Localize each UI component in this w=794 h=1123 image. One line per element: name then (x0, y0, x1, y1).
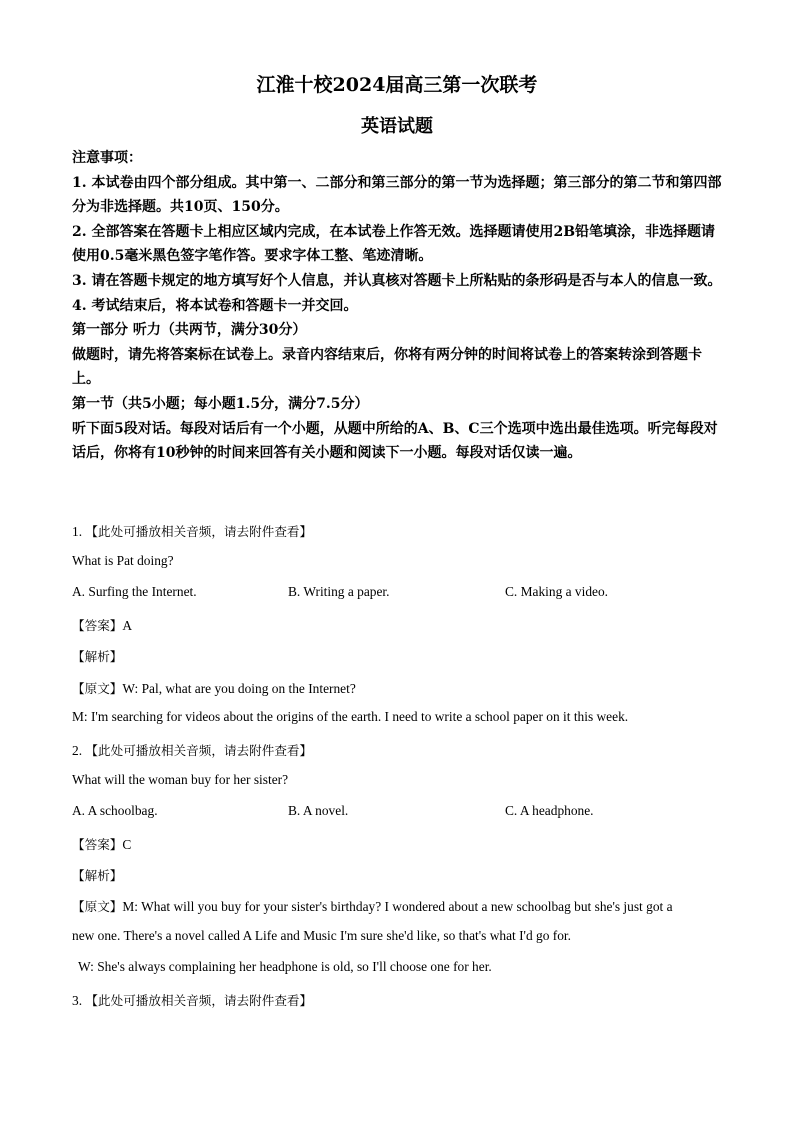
exam-subtitle: 英语试题 (361, 116, 433, 137)
transcript-text: W: Pal, what are you doing on the Internet? (122, 681, 356, 696)
question-1-option-c: C. Making a video. (505, 584, 609, 599)
question-1-analysis-label (72, 646, 122, 665)
section-one-instruction: 听下面5段对话。每段对话后有一个小题，从题中所给的A、B、C三个选项中选出最佳选项。听完每段对话后，你将有10秒钟的时间来回答有关小题和阅读下一小题。每段对话仅读一遍。 (72, 420, 718, 462)
analysis-label: 【解析】 (72, 868, 123, 883)
question-number: 2. (72, 743, 83, 758)
analysis-label: 【解析】 (72, 649, 123, 664)
transcript-text: M: What will you buy for your sister's birthday? I wondered about a new schoolbag but she's just got a (122, 899, 673, 914)
audio-note: 【此处可播放相关音频，请去附件查看】 (85, 524, 313, 539)
note-item-1: 1. 本试卷由四个部分组成。其中第一、二部分和第三部分的第一节为选择题；第三部分的第二节和第四部分为非选择题。共10页、150分。 (72, 174, 722, 216)
question-2-transcript-line-2: new one. There's a novel called A Life and Music I'm sure she'd like, so that's what I'd go for. (72, 928, 571, 943)
question-1-stem: What is Pat doing? (72, 553, 174, 568)
question-2-transcript-line-3: W: She's always complaining her headphone is old, so I'll choose one for her. (78, 959, 492, 974)
question-1-audio-line (72, 521, 312, 540)
question-number: 3. (72, 993, 83, 1008)
part-one-instruction: 做题时，请先将答案标在试卷上。录音内容结束后，你将有两分钟的时间将试卷上的答案转涂到答题卡上。 (72, 346, 702, 388)
note-item-2: 2. 全部答案在答题卡上相应区域内完成，在本试卷上作答无效。选择题请使用2B铅笔填涂，非选择题请使用0.5毫米黑色签字笔作答。要求字体工整、笔迹清晰。 (72, 223, 716, 265)
source-label: 【原文】 (72, 681, 123, 696)
part-one-heading: 第一部分 听力（共两节，满分30分） (72, 322, 307, 339)
question-2-answer (72, 834, 131, 853)
question-number: 1. (72, 524, 83, 539)
answer-label: 【答案】 (72, 618, 123, 633)
answer-value: C (122, 837, 132, 852)
question-1-transcript-line-1 (72, 678, 356, 697)
note-item-4: 4. 考试结束后，将本试卷和答题卡一并交回。 (72, 297, 358, 314)
question-1-option-b: B. Writing a paper. (288, 584, 390, 599)
question-1-option-a: A. Surfing the Internet. (72, 584, 197, 599)
question-2-transcript-line-1 (72, 896, 673, 915)
question-2-audio-line (72, 740, 312, 759)
question-3-audio-line (72, 990, 312, 1009)
notes-heading: 注意事项： (72, 150, 142, 166)
question-2-stem: What will the woman buy for her sister? (72, 772, 289, 787)
section-one-heading: 第一节（共5小题；每小题1.5分，满分7.5分） (72, 395, 369, 412)
exam-title: 江淮十校2024届高三第一次联考 (256, 74, 538, 96)
answer-value: A (122, 618, 133, 633)
answer-label: 【答案】 (72, 837, 123, 852)
question-2-option-a: A. A schoolbag. (72, 803, 158, 818)
note-item-3: 3. 请在答题卡规定的地方填写好个人信息，并认真核对答题卡上所粘贴的条形码是否与本人的信息一致。 (72, 272, 722, 289)
audio-note: 【此处可播放相关音频，请去附件查看】 (85, 743, 313, 758)
instructions (72, 146, 724, 466)
question-1-transcript-line-2: M: I'm searching for videos about the origins of the earth. I need to write a school paper on it this week. (72, 709, 629, 724)
source-label: 【原文】 (72, 899, 123, 914)
question-2-option-b: B. A novel. (288, 803, 349, 818)
audio-note: 【此处可播放相关音频，请去附件查看】 (85, 993, 313, 1008)
question-1-answer (72, 615, 132, 634)
question-2-option-c: C. A headphone. (505, 803, 594, 818)
question-2-analysis-label (72, 865, 122, 884)
